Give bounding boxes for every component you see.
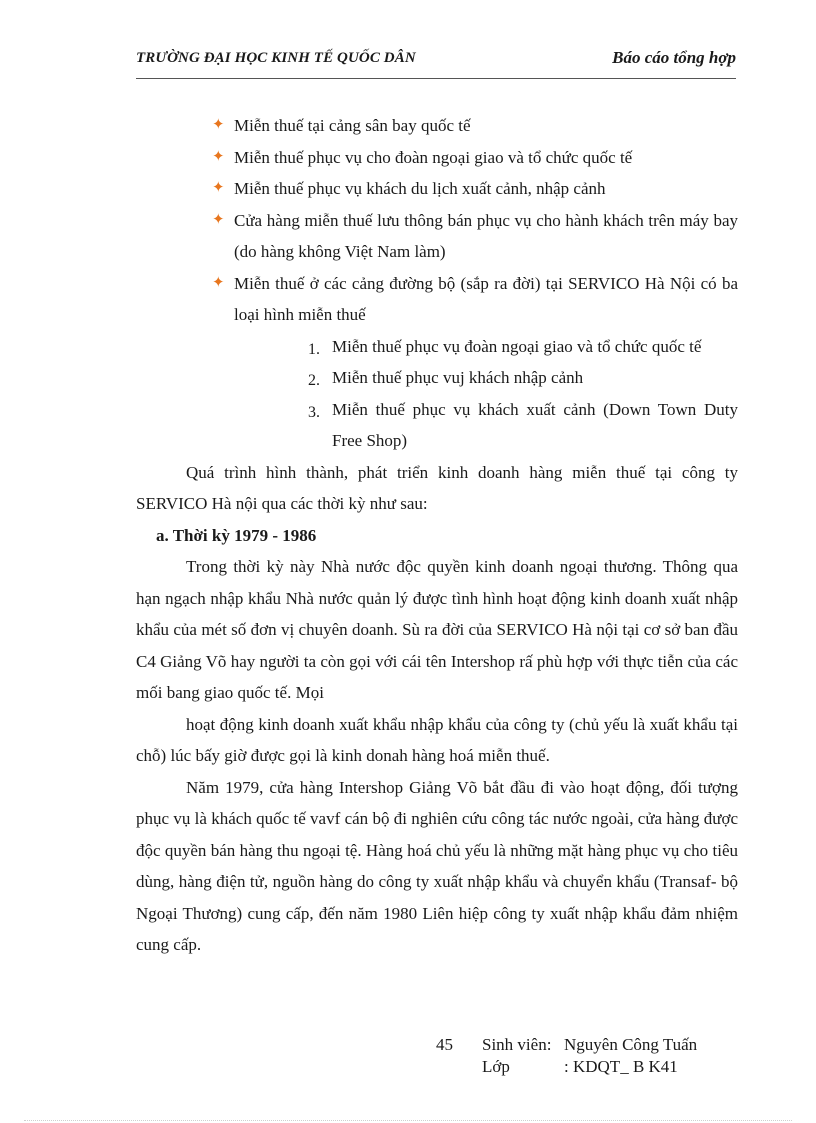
numbered-item: 3. Miễn thuế phục vụ khách xuất cảnh (Down Town Duty Free Shop) [136, 394, 738, 457]
list-item: ✦ Miễn thuế ở các cảng đường bộ (sắp ra đời) tại SERVICO Hà Nội có ba loại hình miễn thuế [136, 268, 738, 331]
page-bottom-divider [24, 1120, 792, 1121]
body-paragraph: hoạt động kinh doanh xuất khẩu nhập khẩu của công ty (chủ yếu là xuất khẩu tại chỗ) lúc bấy giờ được gọi là kinh donah hàng hoá miễn thuế. [136, 714, 738, 765]
body-paragraph: Trong thời kỳ này Nhà nước độc quyền kinh doanh ngoại thương. Thông qua hạn ngạch nhập khẩu Nhà nước quản lý được tình hình hoạt động kinh doanh xuất nhập khẩu của mét số đơn vị chuyên doanh. Sù ra đời của SERVICO Hà nội tại cơ sở ban đầu C4 Giảng Võ hay người ta còn gọi với cái tên Intershop rấ phù hợp với thực tiễn của các mối bang giao quốc tế. Mọi [136, 557, 738, 702]
body-paragraph: Năm 1979, cửa hàng Intershop Giảng Võ bắt đầu đi vào hoạt động, đối tượng phục vụ là khách quốc tế vavf cán bộ đi nghiên cứu công tác nước ngoài, cửa hàng được độc quyền bán hàng thu ngoại tệ. Hàng hoá chủ yếu là những mặt hàng phục vụ cho tiêu dùng, hàng điện tử, nguồn hàng do công ty xuất nhập khẩu và chuyển khẩu (Transaf- bộ Ngoại Thương) cung cấp, đến năm 1980 Liên hiệp công ty xuất nhập khẩu đảm nhiệm cung cấp. [136, 777, 738, 954]
document-body [136, 110, 738, 961]
numbered-item: 1. Miễn thuế phục vụ đoàn ngoại giao và tổ chức quốc tế [136, 331, 738, 363]
four-point-star-bullet-icon: ✦ [212, 180, 225, 196]
duty-free-categories-list [136, 331, 738, 457]
school-name: TRƯỜNG ĐẠI HỌC KINH TẾ QUỐC DÂN [136, 50, 416, 66]
section-heading: a. Thời kỳ 1979 - 1986 [156, 525, 317, 545]
four-point-star-bullet-icon: ✦ [212, 117, 225, 133]
item-number: 2. [308, 372, 320, 389]
four-point-star-bullet-icon: ✦ [212, 211, 225, 228]
list-item: ✦ Miễn thuế phục vụ khách du lịch xuất cảnh, nhập cảnh [136, 173, 738, 205]
class-label: Lớp [482, 1057, 510, 1076]
list-item: ✦ Cửa hàng miễn thuế lưu thông bán phục vụ cho hành khách trên máy bay (do hàng không Việt Nam làm) [136, 205, 738, 268]
header-divider [136, 78, 736, 79]
student-label: Sinh viên: [482, 1035, 552, 1054]
item-number: 1. [308, 340, 320, 358]
four-point-star-bullet-icon: ✦ [212, 274, 225, 291]
intro-paragraph: Quá trình hình thành, phát triển kinh doanh hàng miễn thuế tại công ty SERVICO Hà nội qua các thời kỳ như sau: [136, 462, 738, 513]
four-point-star-bullet-icon: ✦ [212, 148, 225, 165]
duty-free-types-list [136, 110, 738, 331]
list-item: ✦ Miễn thuế tại cảng sân bay quốc tế [136, 110, 738, 142]
student-name: Nguyên Công Tuấn [564, 1035, 698, 1054]
page-header [136, 46, 736, 76]
report-type: Báo cáo tổng hợp [612, 48, 736, 67]
list-item: ✦ Miễn thuế phục vụ cho đoàn ngoại giao và tổ chức quốc tế [136, 142, 738, 174]
page-number: 45 [436, 1035, 453, 1054]
numbered-item: 2. Miễn thuế phục vuj khách nhập cảnh [136, 362, 738, 394]
student-info [482, 1034, 697, 1078]
class-value: : KDQT_ B K41 [564, 1057, 678, 1076]
item-number: 3. [308, 403, 320, 421]
